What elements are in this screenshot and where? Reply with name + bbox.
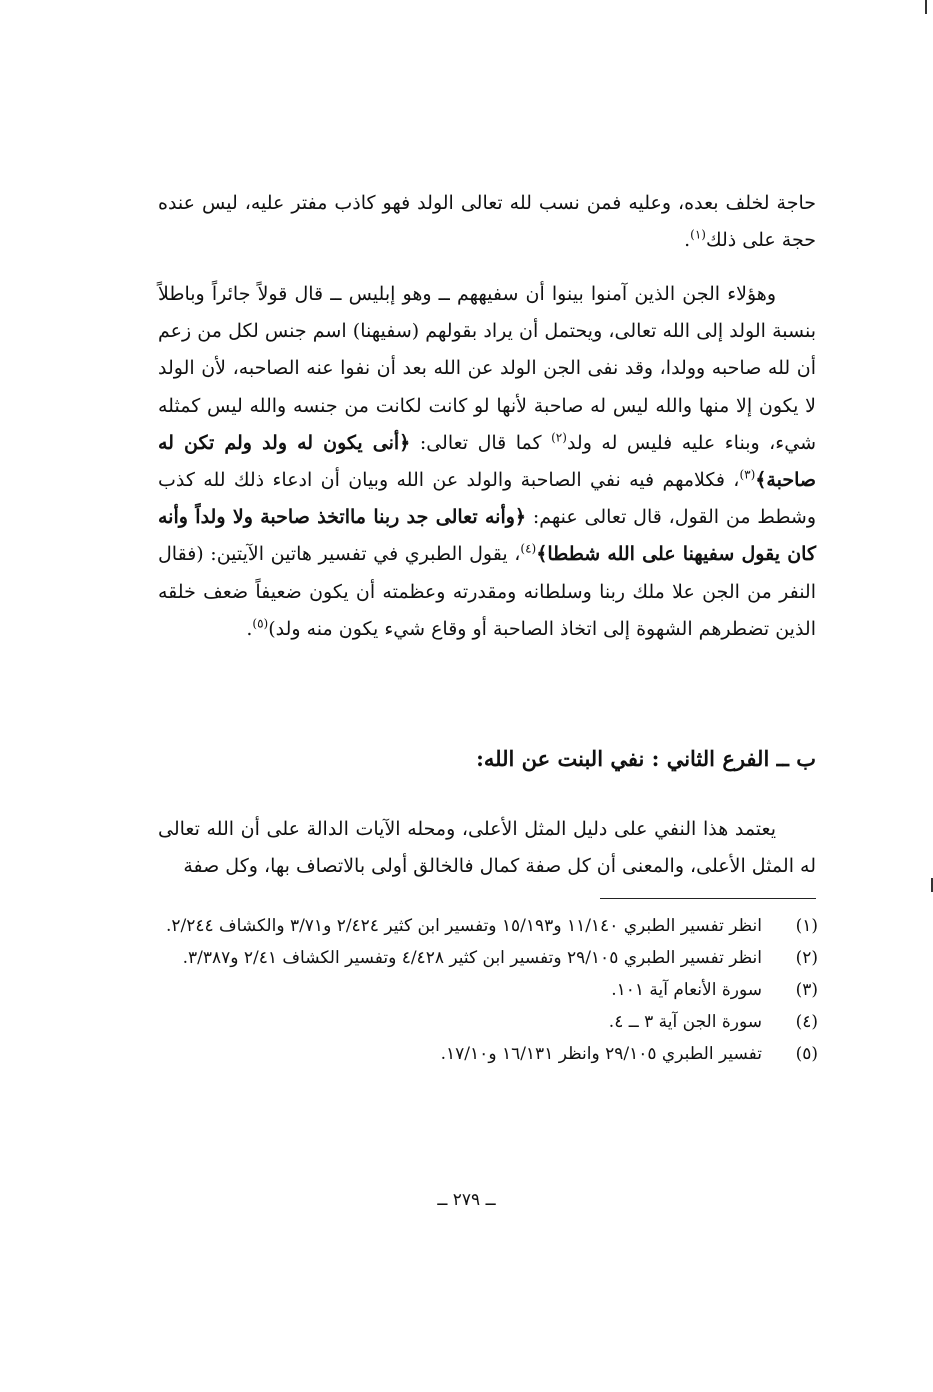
quran-verse-2: ﴿وأنه تعالى جد ربنا مااتخذ صاحبة ولا ولداً وأنه كان يقول سفيهنا على الله شططا﴾ <box>158 506 816 566</box>
footnote-5 <box>158 1038 818 1070</box>
footnote-4 <box>158 1006 818 1038</box>
paragraph-2 <box>158 276 816 648</box>
paragraph-2-part-3: ، فكلامهم فيه نفي الصاحبة والولد عن الله وبيان أن ادعاء ذلك لله كذب وشطط من القول، قال تعالى عنهم: <box>158 469 816 529</box>
paragraph-3: يعتمد هذا النفي على دليل المثل الأعلى، ومحله الآيات الدالة على أن الله تعالى له المثل الأعلى، والمعنى أن كل صفة كمال فالخالق أولى بالاتصاف بها، وكل صفة <box>158 818 816 878</box>
footnote-separator <box>600 898 816 899</box>
footnote-text: تفسير الطبري ٢٩/١٠٥ وانظر ١٦/١٣١ و١٧/١٠. <box>440 1044 762 1064</box>
footnote-2 <box>158 942 818 974</box>
footnote-text: سورة الجن آية ٣ ــ ٤. <box>608 1012 762 1032</box>
paragraph-2-part-4: ، يقول الطبري في تفسير هاتين الآيتين: (فقال النفر من الجن علا ملك ربنا وسلطانه ومقدرته وعظمته أن يكون ضعيفاً ضعف خلقه الذين تضطرهم الشهوة إلى اتخاذ الصاحبة أو وقاع شيء يكون منه ولد) <box>158 543 816 640</box>
footnote-ref-5: (٥) <box>252 616 269 631</box>
section-heading: ب ــ الفرع الثاني : نفي البنت عن الله: <box>476 746 816 771</box>
footnote-ref-1: (١) <box>690 227 706 242</box>
footnote-number: (٣) <box>795 980 818 1000</box>
paragraph-1-text: حاجة لخلف بعده، وعليه فمن نسب لله تعالى الولد فهو كاذب مفتر عليه، ليس عنده حجة على ذلك <box>158 192 816 252</box>
footnote-1 <box>158 910 818 942</box>
paragraph-2-part-2: كما قال تعالى: <box>410 431 552 454</box>
footnote-text: سورة الأنعام آية ١٠١. <box>611 980 762 1000</box>
footnote-ref-4: (٤) <box>520 542 537 557</box>
footnote-number: (٥) <box>795 1044 818 1064</box>
paragraph-2-part-1: وهؤلاء الجن الذين آمنوا بينوا أن سفيههم ــ وهو إبليس ــ قال قولاً جائراً وباطلاً بنسبة الولد إلى الله تعالى، ويحتمل أن يراد بقولهم (سفيهنا) اسم جنس لكل من زعم أن لله صاحبه وولدا، وقد نفى الجن الولد عن الله بعد أن نفوا عنه الصاحبه، لأن الولد لا يكون إلا منها والله ليس له صاحبة لأنها لو كانت لكانت من جنسه والله ليس كمثله شيء، وبناء عليه فليس له ولد <box>158 283 816 454</box>
footnote-number: (٢) <box>795 948 818 968</box>
paragraph-1 <box>158 185 816 259</box>
footnote-number: (١) <box>795 916 818 936</box>
paragraph-1-end: . <box>684 229 691 252</box>
footnote-ref-3: (٣) <box>739 467 756 482</box>
quran-verse-1: ﴿أنى يكون له ولد ولم تكن له صاحبة﴾ <box>158 431 816 492</box>
scan-edge-mark <box>925 0 927 14</box>
paragraph-2-end: . <box>246 617 253 640</box>
footnote-3 <box>158 974 818 1006</box>
footnote-ref-2: (٢) <box>551 430 567 445</box>
footnote-text: انظر تفسير الطبري ٢٩/١٠٥ وتفسير ابن كثير ٤/٤٢٨ وتفسير الكشاف ٢/٤١ و٣/٣٨٧. <box>182 948 762 968</box>
page-number: ــ ٢٧٩ ــ <box>437 1190 496 1210</box>
footnotes <box>158 910 818 1070</box>
footnote-number: (٤) <box>795 1012 818 1032</box>
footnote-text: انظر تفسير الطبري ١١/١٤٠ و١٥/١٩٣ وتفسير ابن كثير ٢/٤٢٤ و٣/٧١ والكشاف ٢/٢٤٤. <box>165 916 762 936</box>
